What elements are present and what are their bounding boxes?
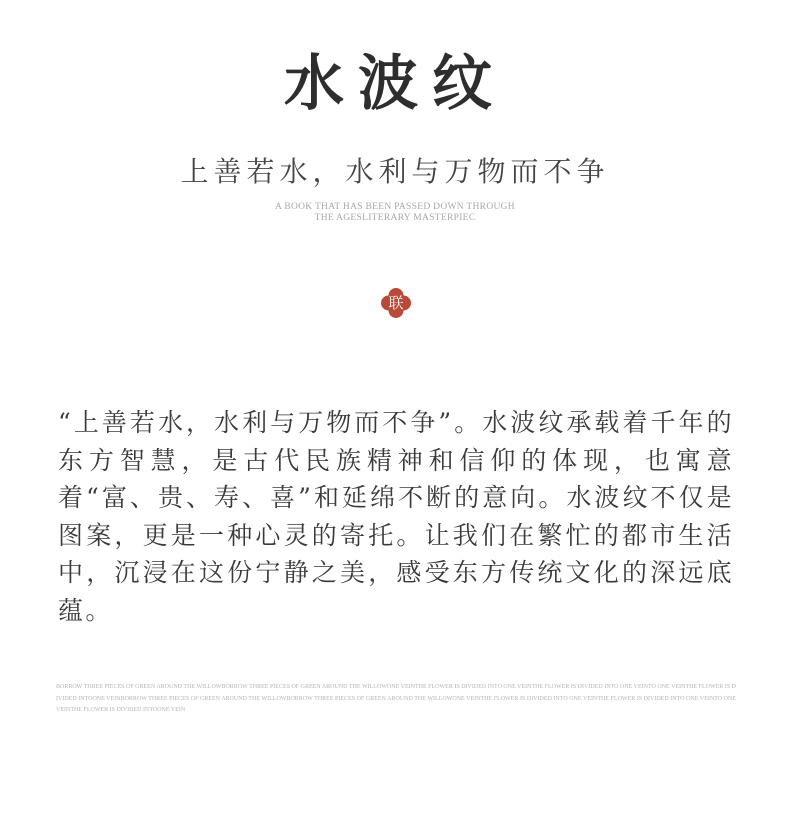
- english-footer-text: BORROW THREE PIECES OF GREEN AROUND THE WILLOWBORROW THREE PIECES OF GREEN AROUND THE WILLOWONE VEINTHE FLOWER IS DIVIDED INTO ONE VEINTHE FLOWER IS DIVIDED INTO ONE VEINTO ONE VEINTHE FLOWER IS DIVIDED INTOONE VEINBORROW THREE PIECES OF GREEN AROUND THE WILLOWBORROW THREE PIECES OF GREEN AROUND THE WILLOWONE VEINTHE FLOWER IS DIVIDED INTO ONE VEINTHE FLOWER IS DIVIDED INTO ONE VEINTO ONE VEINTHE FLOWER IS DIVIDED INTOONE VEIN: [56, 684, 736, 713]
- body-paragraph: “上善若水，水利与万物而不争”。水波纹承载着千年的东方智慧，是古代民族精神和信仰的体现，也寓意着“富、贵、寿、喜”和延绵不断的意向。水波纹不仅是图案，更是一种心灵的寄托。让我们在繁忙的都市生活中，沉浸在这份宁静之美，感受东方传统文化的深远底蕴。: [58, 408, 734, 625]
- english-tagline: [0, 202, 790, 224]
- page-title: 水波纹: [284, 49, 506, 119]
- seal-character: 联: [388, 294, 404, 312]
- english-tagline-line-1: A BOOK THAT HAS BEEN PASSED DOWN THROUGH: [275, 202, 515, 212]
- english-tagline-line-2: THE AGESLITERARY MASTERPIEC: [314, 213, 476, 223]
- page-subtitle: 上善若水，水利与万物而不争: [180, 155, 610, 188]
- seal-badge: [381, 288, 411, 318]
